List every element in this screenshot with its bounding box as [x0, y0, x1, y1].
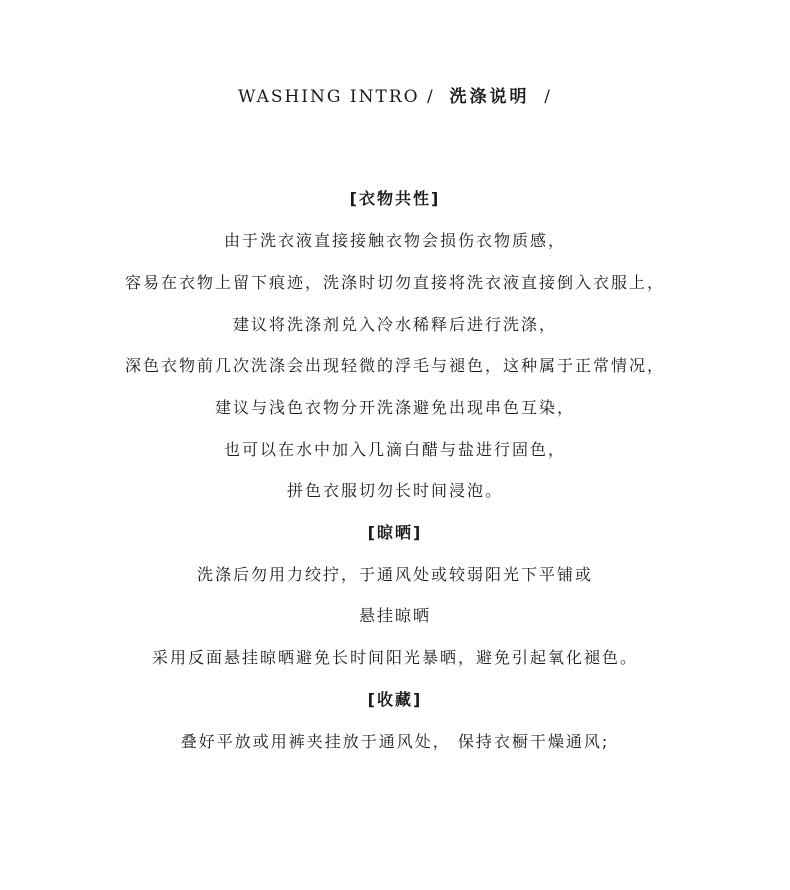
page-title — [0, 82, 790, 107]
section-text-line: 叠好平放或用裤夹挂放于通风处， 保持衣橱干燥通风; — [180, 732, 610, 751]
section-text-line: 深色衣物前几次洗涤会出现轻微的浮毛与褪色，这种属于正常情况， — [124, 356, 665, 375]
section-heading-storage: [收藏] — [367, 690, 423, 709]
section-text-line: 由于洗衣液直接接触衣物会损伤衣物质感， — [223, 231, 566, 250]
section-text-line: 建议将洗涤剂兑入冷水稀释后进行洗涤， — [232, 315, 557, 334]
section-heading-drying: [晾晒] — [367, 523, 423, 542]
section-text-line: 采用反面悬挂晾晒避免长时间阳光暴晒，避免引起氧化褪色。 — [151, 648, 638, 667]
section-heading-garment-common: [衣物共性] — [349, 189, 441, 208]
title-english: WASHING INTRO / — [237, 87, 450, 107]
section-text-line: 建议与浅色衣物分开洗涤避免出现串色互染， — [214, 398, 575, 417]
section-text-line: 也可以在水中加入几滴白醋与盐进行固色， — [223, 440, 566, 459]
title-suffix: / — [529, 87, 553, 107]
section-text-line: 拼色衣服切勿长时间浸泡。 — [286, 481, 503, 500]
section-text-line: 容易在衣物上留下痕迹，洗涤时切勿直接将洗衣液直接倒入衣服上， — [124, 273, 665, 292]
section-text-line: 洗涤后勿用力绞拧，于通风处或较弱阳光下平铺或 — [196, 565, 593, 584]
title-chinese: 洗涤说明 — [449, 87, 530, 107]
section-text-line: 悬挂晾晒 — [358, 606, 431, 625]
